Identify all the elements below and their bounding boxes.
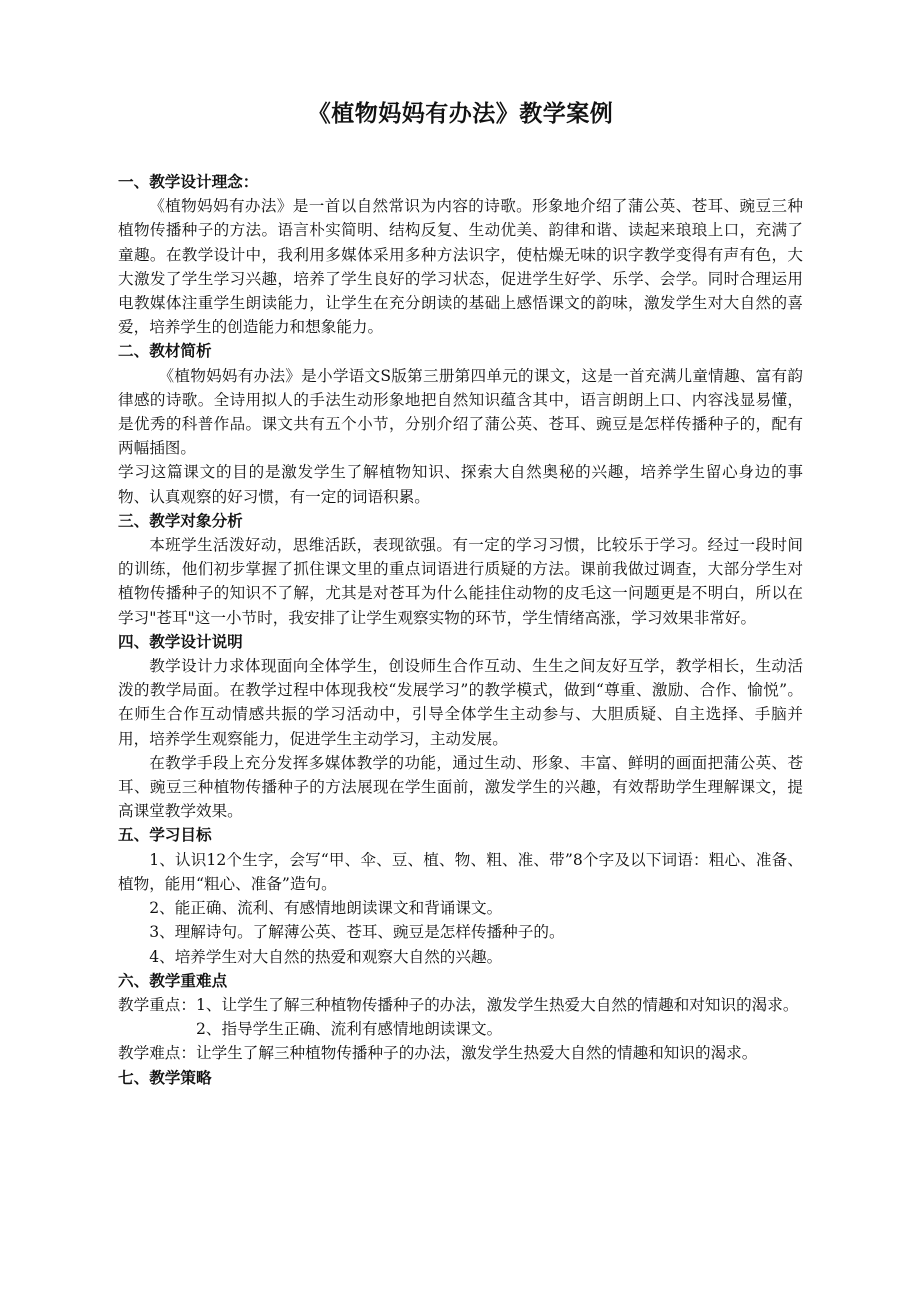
section-heading-7: 七、教学策略 [118,1067,212,1087]
section-heading-2: 二、教材简析 [118,341,212,361]
section-4-paragraph-2: 在教学手段上充分发挥多媒体教学的功能，通过生动、形象、丰富、鲜明的画面把蒲公英、苍耳、豌豆三种植物传播种子的方法展现在学生面前，激发学生的兴趣，有效帮助学生理解课文，提高课堂教学效果。 [118,753,803,821]
section-heading-4: 四、教学设计说明 [118,631,243,651]
difficulty-text: 让学生了解三种植物传播种子的办法，激发学生热爱大自然的情趣和知识的渴求。 [195,1044,758,1063]
section-heading-5: 五、学习目标 [118,825,212,845]
key-points-list [196,993,803,1041]
objective-3: 3、理解诗句。了解薄公英、苍耳、豌豆是怎样传播种子的。 [149,923,565,942]
section-1-paragraph-1: 《植物妈妈有办法》是一首以自然常识为内容的诗歌。形象地介绍了蒲公英、苍耳、豌豆三种植物传播种子的方法。语言朴实简明、结构反复、生动优美、韵律和谐、读起来琅琅上口，充满了童趣。在教学设计中，我利用多媒体采用多种方法识字，使枯燥无味的识字教学变得有声有色，大大激发了学生学习兴趣，培养了学生良好的学习状态，促进学生好学、乐学、会学。同时合理运用电教媒体注重学生朗读能力，让学生在充分朗读的基础上感悟课文的韵味，激发学生对大自然的喜爱，培养学生的创造能力和想象能力。 [118,197,803,337]
key-points-label: 教学重点： [118,995,196,1014]
section-heading-3: 三、教学对象分析 [118,510,243,530]
objective-4: 4、培养学生对大自然的热爱和观察大自然的兴趣。 [149,947,503,966]
key-points-block [118,993,803,1041]
objective-2: 2、能正确、流利、有感情地朗读课文和背诵课文。 [149,899,503,918]
key-point-1: 1、让学生了解三种植物传播种子的办法，激发学生热爱大自然的情趣和对知识的渴求。 [195,995,799,1014]
section-2-paragraph-2: 学习这篇课文的目的是激发学生了解植物知识、探索大自然奥秘的兴趣，培养学生留心身边的事物、认真观察的好习惯，有一定的词语积累。 [118,463,803,506]
section-3-paragraph-1: 本班学生活泼好动，思维活跃，表现欲强。有一定的学习习惯，比较乐于学习。经过一段时间的训练，他们初步掌握了抓住课文里的重点词语进行质疑的方法。课前我做过调查，大部分学生对植物传播种子的知识不了解，尤其是对苍耳为什么能挂住动物的皮毛这一问题更是不明白，所以在学习"苍耳"这一小节时，我安排了让学生观察实物的环节，学生情绪高涨，学习效果非常好。 [118,536,803,627]
key-point-2: 2、指导学生正确、流利有感情地朗读课文。 [195,1020,503,1039]
section-heading-1: 一、教学设计理念： [118,172,259,191]
difficulty-block [118,1041,803,1065]
section-4-paragraph-1: 教学设计力求体现面向全体学生，创设师生合作互动、生生之间友好互学，教学相长，生动活泼的教学局面。在教学过程中体现我校“发展学习”的教学模式，做到“尊重、激励、合作、愉悦”。在师生合作互动情感共振的学习活动中，引导全体学生主动参与、大胆质疑、自主选择、手脑并用，培养学生观察能力，促进学生主动学习，主动发展。 [118,657,803,748]
objective-1: 1、认识12个生字，会写“甲、伞、豆、植、物、粗、准、带”8个字及以下词语：粗心、准备、植物，能用“粗心、准备”造句。 [118,850,803,893]
difficulty-label: 教学难点： [118,1044,196,1063]
document-body [118,170,803,1090]
document-title: 《植物妈妈有办法》教学案例 [307,100,614,127]
section-heading-6: 六、教学重难点 [118,970,228,990]
section-2-paragraph-1: 《植物妈妈有办法》是小学语文S版第三册第四单元的课文，这是一首充满儿童情趣、富有韵律感的诗歌。全诗用拟人的手法生动形象地把自然知识蕴含其中，语言朗朗上口、内容浅显易懂，是优秀的科普作品。课文共有五个小节，分别介绍了蒲公英、苍耳、豌豆是怎样传播种子的，配有两幅插图。 [118,366,803,458]
